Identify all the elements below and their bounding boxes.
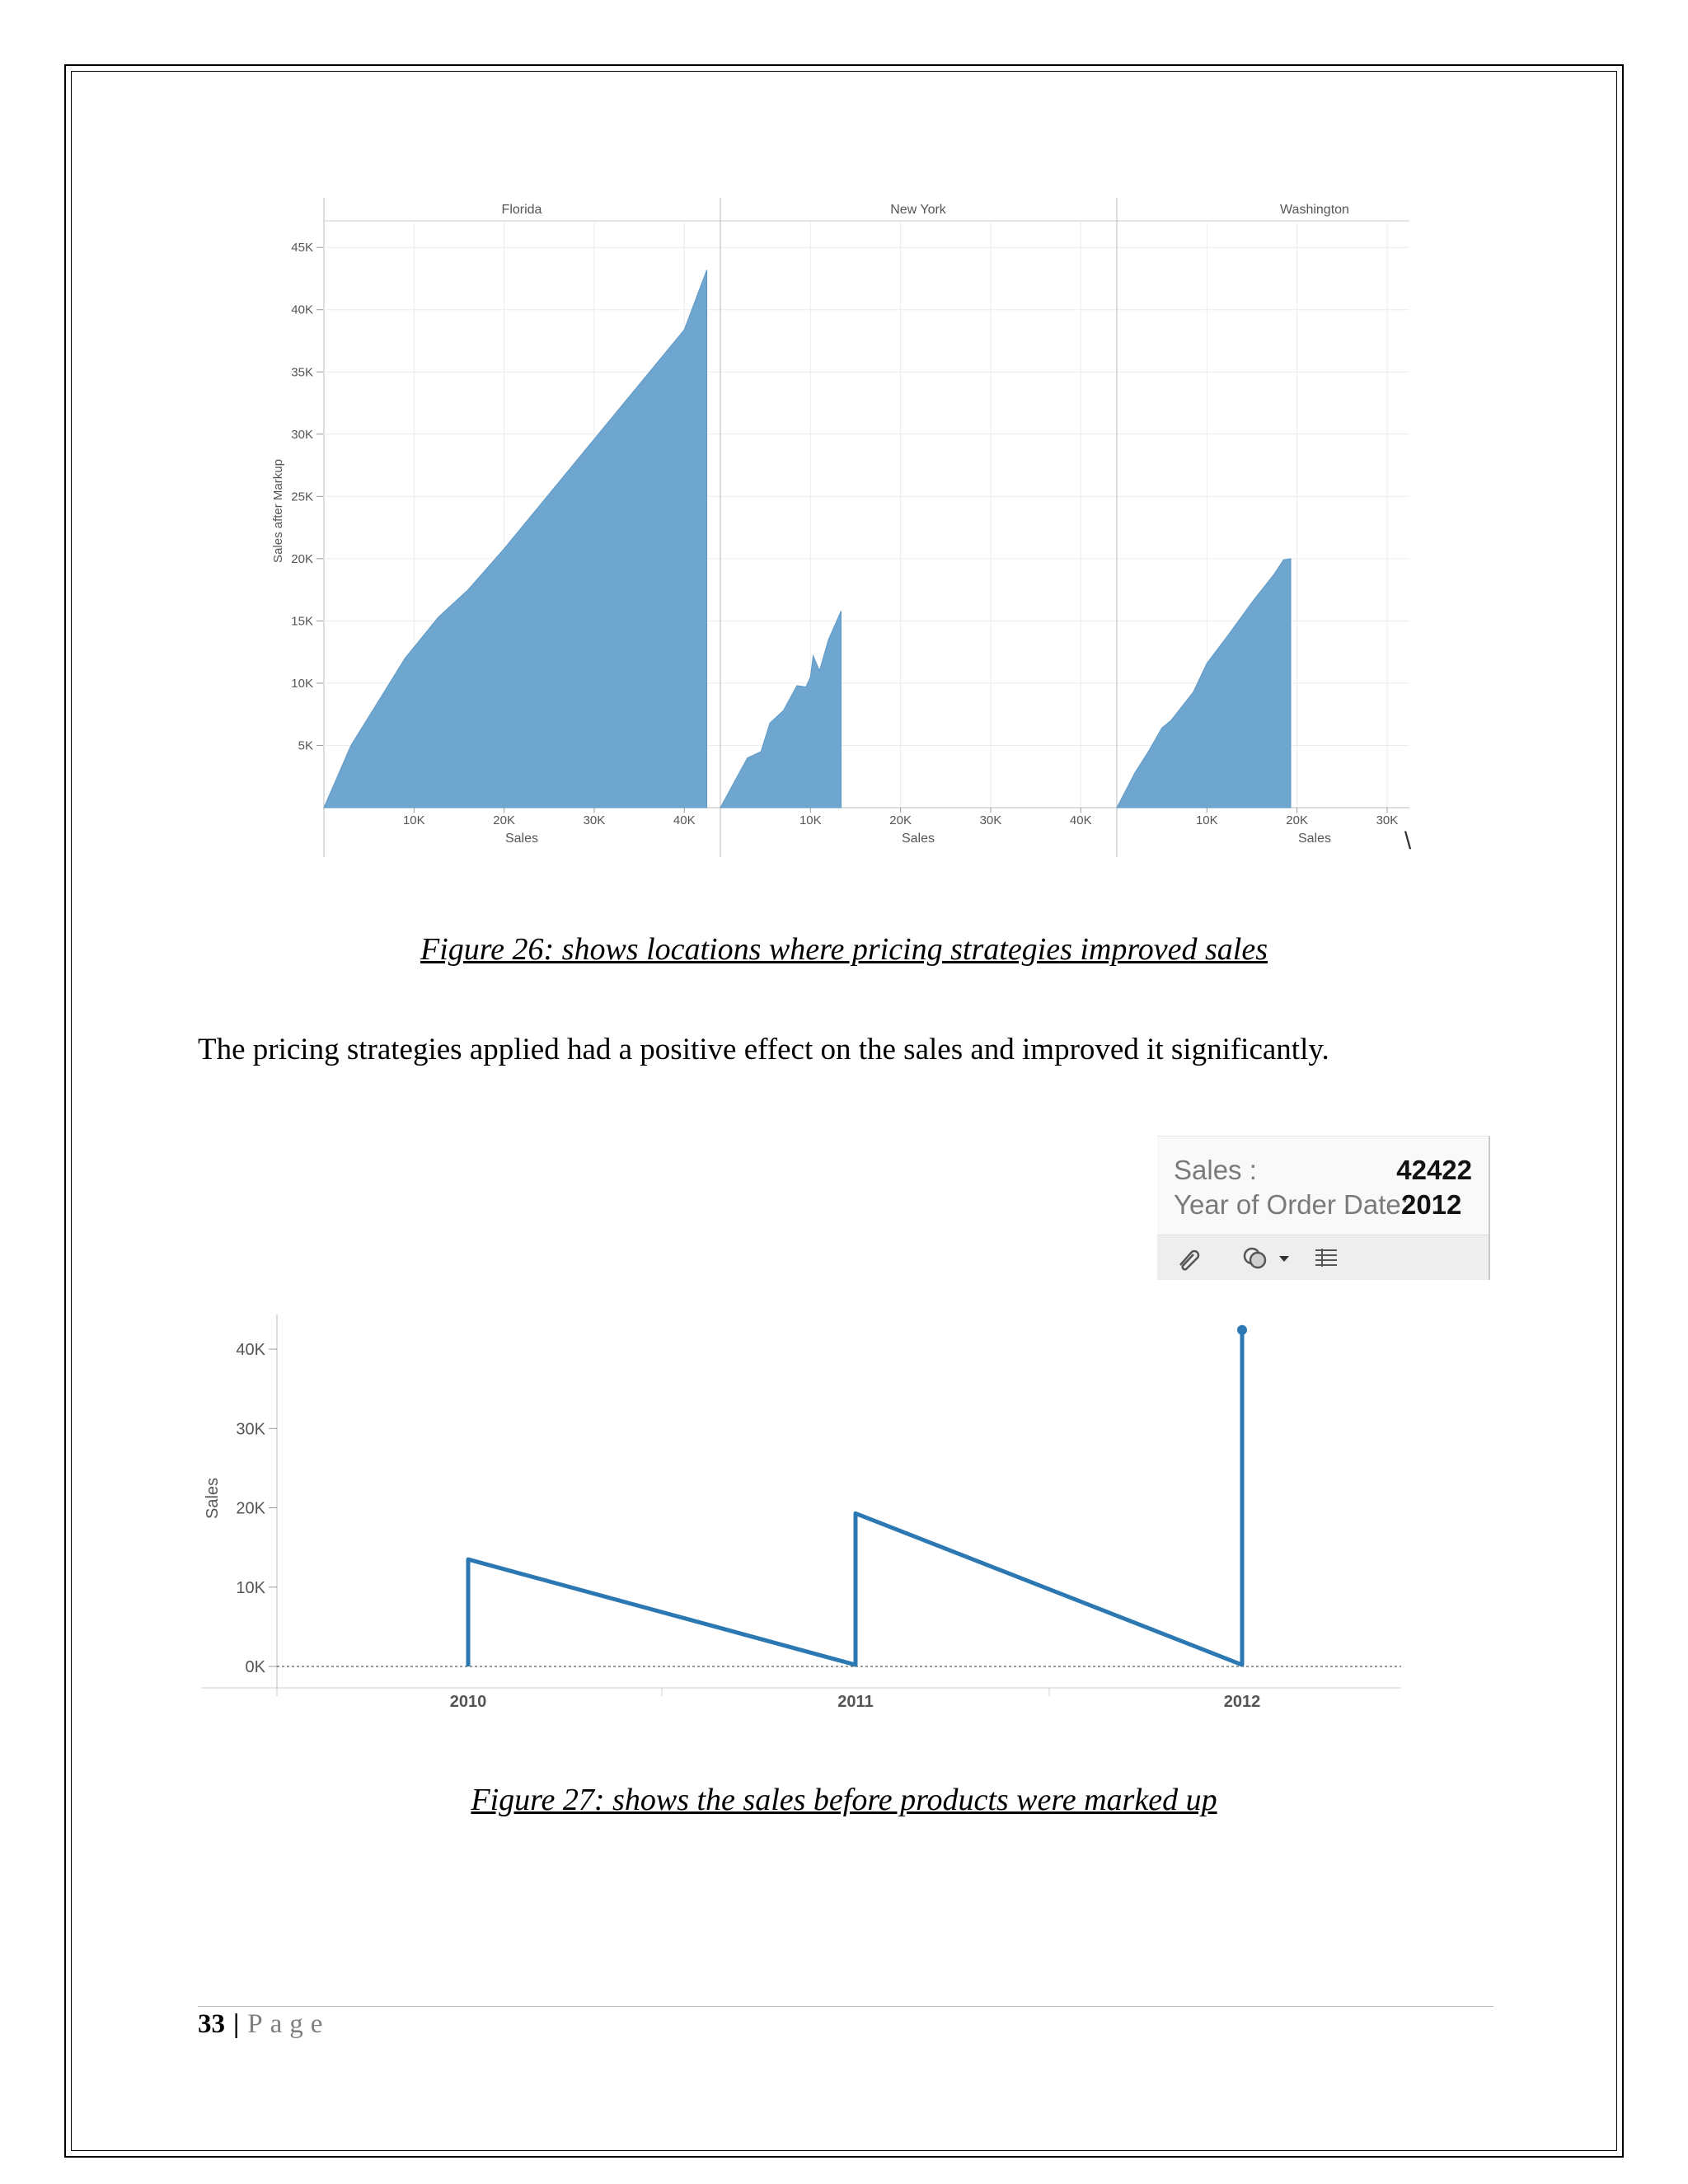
x-tick-label: 20K (889, 813, 912, 827)
y-tick-label: 20K (291, 551, 313, 566)
y-tick-label: 30K (291, 427, 313, 442)
x-tick-label: 2010 (449, 1693, 487, 1711)
y-tick-label: 0K (245, 1658, 265, 1676)
tooltip-sales-row (1174, 1155, 1472, 1186)
y-tick-label: 45K (291, 241, 313, 255)
tooltip-year-value: 2012 (1401, 1189, 1462, 1220)
figure-26-caption: Figure 26: shows locations where pricing strategies improved sales (420, 932, 1268, 967)
y-tick-label: 25K (291, 490, 313, 504)
x-tick-label: 30K (1376, 813, 1399, 827)
y-tick-label: 20K (236, 1499, 265, 1518)
x-axis-label: Sales (1297, 832, 1332, 846)
page-word: Page (247, 2009, 331, 2039)
panel-washington (1117, 198, 1409, 857)
x-tick-label: 20K (1286, 813, 1308, 827)
y-tick-label: 15K (291, 614, 313, 629)
tooltip-year-row (1174, 1189, 1472, 1221)
figure-27-caption: Figure 27: shows the sales before products were marked up (471, 1783, 1217, 1817)
tooltip-sales-value: 42422 (1396, 1155, 1472, 1185)
footer-separator: | (233, 2009, 240, 2039)
x-tick-label: 2012 (1223, 1693, 1261, 1711)
y-axis-label: Sales (204, 1477, 222, 1520)
x-axis-label: Sales (504, 832, 539, 846)
y-tick-label: 10K (291, 676, 313, 691)
body-paragraph: The pricing strategies applied had a positive effect on the sales and improved it significantly. (198, 1033, 1329, 1066)
y-tick-label: 40K (236, 1341, 265, 1360)
figure-27-chart (198, 1310, 1409, 1722)
y-tick-label: 40K (291, 302, 313, 317)
figure-26-chart (264, 194, 1418, 865)
paperclip-icon[interactable] (1174, 1244, 1203, 1278)
y-axis-label: Sales after Markup (271, 459, 285, 563)
list-view-icon[interactable] (1312, 1244, 1340, 1278)
tooltip-year-label: Year of Order Date: (1174, 1189, 1409, 1220)
y-tick-label: 5K (298, 738, 313, 753)
dropdown-arrow-icon[interactable] (1278, 1244, 1291, 1278)
x-tick-label: 10K (402, 813, 425, 827)
x-tick-label: 2011 (837, 1693, 874, 1711)
sales-line (468, 1330, 1242, 1666)
highlight-point (1237, 1325, 1247, 1335)
panel-header: Florida (501, 203, 542, 217)
page-footer (198, 2009, 330, 2040)
panel-header: New York (890, 203, 946, 217)
x-tick-label: 10K (799, 813, 822, 827)
x-tick-label: 30K (979, 813, 1002, 827)
page-number: 33 (198, 2009, 225, 2039)
x-axis-label: Sales (901, 832, 935, 846)
filter-icon[interactable] (1241, 1244, 1269, 1278)
x-tick-label: 20K (493, 813, 515, 827)
chart-tooltip (1157, 1136, 1490, 1280)
area-florida (324, 269, 707, 808)
y-tick-label: 35K (291, 365, 313, 380)
y-tick-label: 10K (236, 1578, 265, 1597)
panel-new-york (720, 198, 1117, 857)
x-tick-label: 40K (673, 813, 696, 827)
footer-rule (198, 2006, 1493, 2007)
panel-header: Washington (1280, 203, 1349, 217)
tooltip-toolbar (1157, 1235, 1489, 1280)
tooltip-sales-label: Sales : (1174, 1155, 1257, 1185)
area-new-york (720, 611, 841, 808)
y-tick-label: 30K (236, 1420, 265, 1439)
x-tick-label: 40K (1069, 813, 1092, 827)
panel-florida (324, 203, 720, 846)
x-tick-label: 10K (1195, 813, 1218, 827)
stray-backslash-mark: \ (1404, 827, 1412, 855)
x-tick-label: 30K (583, 813, 606, 827)
